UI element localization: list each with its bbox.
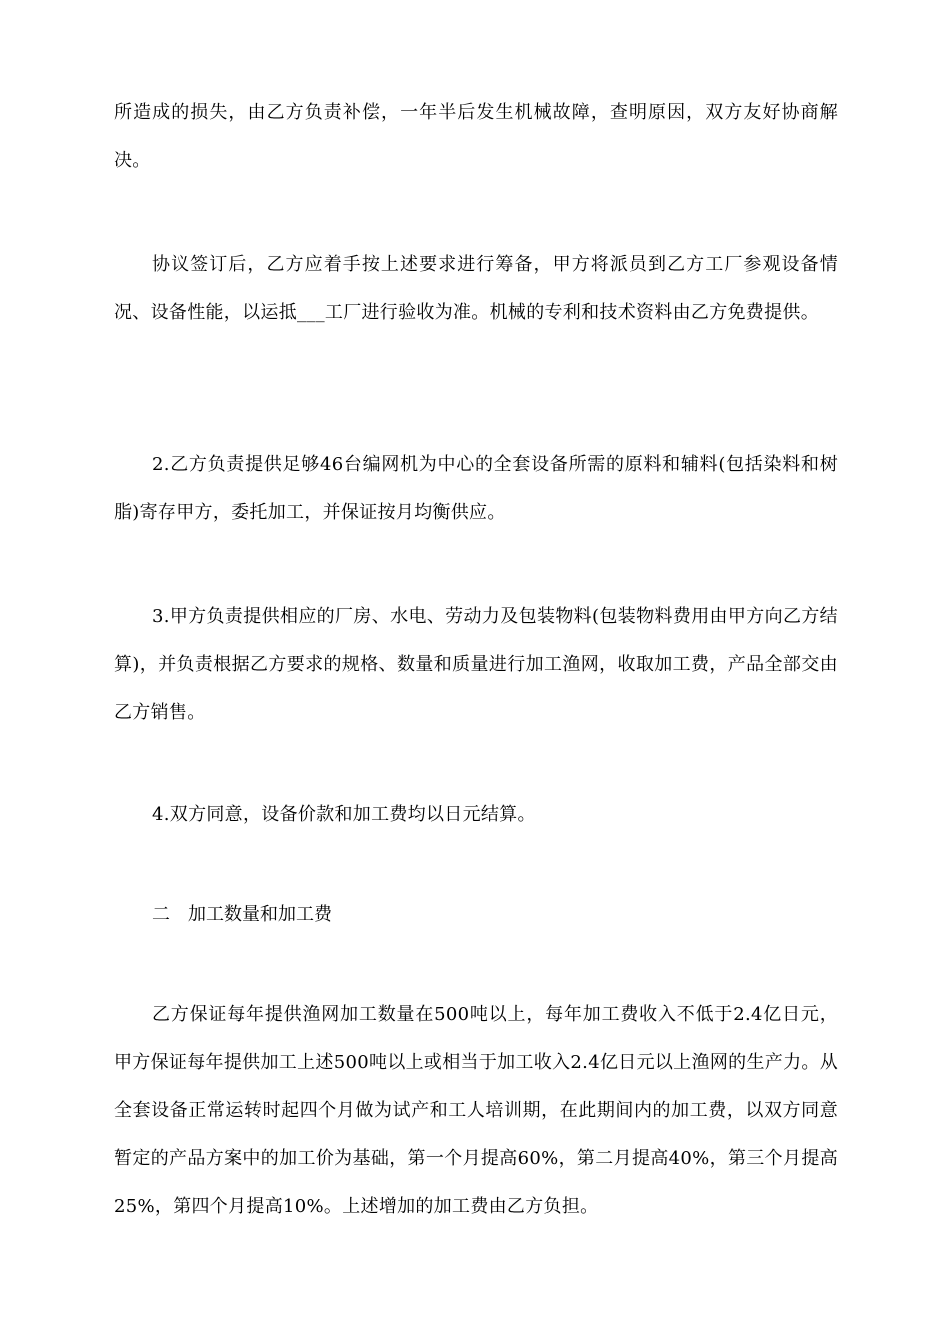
paragraph-processing-quantity-details: 乙方保证每年提供渔网加工数量在500吨以上，每年加工费收入不低于2.4亿日元，甲方保证每年提供加工上述500吨以上或相当于加工收入2.4亿日元以上渔网的生产力。从全套设备正常运转时起四个月做为试产和工人培训期，在此期间内的加工费，以双方同意暂定的产品方案中的加工价为基础，第一个月提高60%，第二月提高40%，第三个月提高25%，第四个月提高10%。上述增加的加工费由乙方负担。: [114, 1004, 838, 1217]
paragraph-clause-2-materials: 2.乙方负责提供足够46台编网机为中心的全套设备所需的原料和辅料(包括染料和树脂)寄存甲方，委托加工，并保证按月均衡供应。: [114, 454, 838, 523]
paragraph-clause-4-settlement: 4.双方同意，设备价款和加工费均以日元结算。: [152, 804, 536, 825]
paragraph-clause-3-facilities: 3.甲方负责提供相应的厂房、水电、劳动力及包装物料(包装物料费用由甲方向乙方结算)，并负责根据乙方要求的规格、数量和质量进行加工渔网，收取加工费，产品全部交由乙方销售。: [114, 606, 838, 723]
paragraph-compensation-continued: 所造成的损失，由乙方负责补偿，一年半后发生机械故障，查明原因，双方友好协商解决。: [114, 102, 838, 171]
paragraph-agreement-preparation: 协议签订后，乙方应着手按上述要求进行筹备，甲方将派员到乙方工厂参观设备情况、设备性能，以运抵___工厂进行验收为准。机械的专利和技术资料由乙方免费提供。: [114, 254, 838, 323]
section-heading-processing-quantity-fee: 二 加工数量和加工费: [152, 904, 332, 925]
